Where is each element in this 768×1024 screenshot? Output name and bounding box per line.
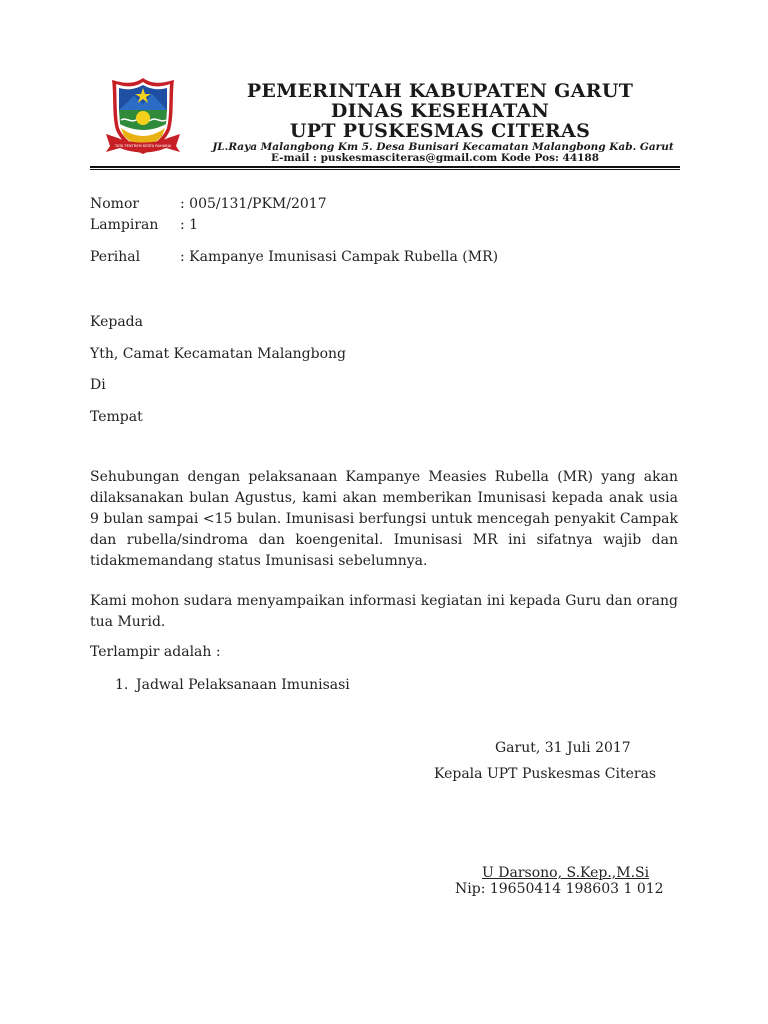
header-rule-thick — [90, 166, 680, 168]
kop-address: JL.Raya Malangbong Km 5. Desa Bunisari Kecamatan Malangbong Kab. Garut — [212, 141, 674, 153]
header-rule-thin — [90, 169, 680, 170]
kop-government-name: PEMERINTAH KABUPATEN GARUT — [246, 80, 634, 102]
lampiran-label: Lampiran — [90, 217, 159, 233]
perihal-value: : Kampanye Imunisasi Campak Rubella (MR) — [180, 249, 499, 265]
body-attachment-intro: Terlampir adalah : — [90, 644, 221, 660]
body-paragraph-1: Sehubungan dengan pelaksanaan Kampanye Measies Rubella (MR) yang akan dilaksanakan bulan Agustus, kami akan memberikan Imunisasi kepada anak usia 9 bulan sampai <15 bulan. Imunisasi berfungsi untuk mencegah penyakit Campak dan rubella/sindroma dan koengenital. Imunisasi MR ini sifatnya wajib dan tidakmemandang status Imunisasi sebelumnya. — [90, 469, 678, 569]
emblem-ribbon-text: TATA TENTREM KERTA RAHARJA — [114, 144, 172, 148]
nomor-value: : 005/131/PKM/2017 — [180, 196, 327, 212]
nomor-label: Nomor — [90, 196, 140, 212]
garut-regency-emblem — [104, 76, 182, 158]
signature-position: Kepala UPT Puskesmas Citeras — [434, 766, 657, 782]
body-paragraph-2: Kami mohon sudara menyampaikan informasi kegiatan ini kepada Guru dan orang tua Murid. — [90, 593, 678, 630]
kop-department-name: DINAS KESEHATAN — [330, 100, 550, 122]
kop-office-name: UPT PUSKESMAS CITERAS — [289, 120, 591, 142]
lampiran-value: : 1 — [180, 217, 199, 233]
recipient-kepada: Kepada — [90, 314, 143, 330]
signature-name: U Darsono, S.Kep.,M.Si — [482, 865, 650, 881]
signature-nip: Nip: 19650414 198603 1 012 — [455, 881, 664, 897]
recipient-tempat: Tempat — [90, 409, 143, 425]
recipient-yth: Yth, Camat Kecamatan Malangbong — [90, 346, 347, 362]
perihal-label: Perihal — [90, 249, 141, 265]
recipient-di: Di — [90, 377, 106, 393]
kop-contact: E-mail : puskesmasciteras@gmail.com Kode Pos: 44188 — [270, 152, 600, 164]
list-item-number: 1. — [115, 677, 129, 693]
list-item-text: Jadwal Pelaksanaan Imunisasi — [136, 677, 350, 693]
signature-place-date: Garut, 31 Juli 2017 — [495, 740, 631, 756]
